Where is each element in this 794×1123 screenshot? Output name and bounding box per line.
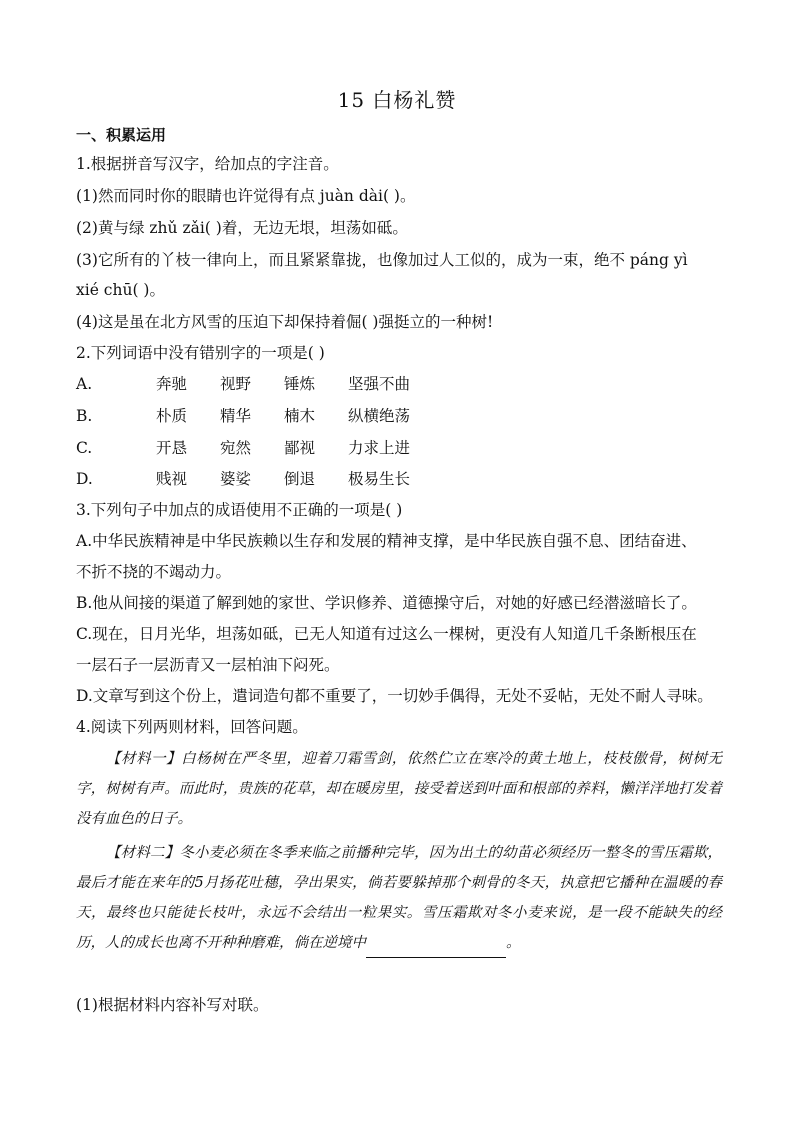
section-heading: 一、积累运用 [76, 126, 167, 144]
q3-option-c-cont: 一层石子一层沥青又一层柏油下闷死。 [76, 656, 340, 674]
q1-item-3-cont: xié chū( )。 [76, 281, 165, 299]
q3-option-b: B.他从间接的渠道了解到她的家世、学识修养、道德操守后，对她的好感已经潜滋暗长了。 [76, 594, 697, 612]
page-title: 15 白杨礼赞 [337, 88, 457, 112]
answer-blank[interactable] [366, 941, 506, 958]
q4-sub-question-1: (1)根据材料内容补写对联。 [76, 996, 269, 1014]
q1-item-4: (4)这是虽在北方风雪的压迫下却保持着倔( )强挺立的一种树! [76, 313, 494, 331]
q1-item-2: (2)黄与绿 zhǔ zǎi( )着，无边无垠，坦荡如砥。 [76, 219, 408, 237]
q1-item-3: (3)它所有的丫枝一律向上，而且紧紧靠拢，也像加过人工似的，成为一束，绝不 páng yì [76, 251, 688, 269]
q3-option-a: A.中华民族精神是中华民族赖以生存和发展的精神支撑，是中华民族自强不息、团结奋进、 [76, 532, 697, 550]
q1-item-1: (1)然而同时你的眼睛也许觉得有点 juàn dài( )。 [76, 187, 416, 205]
q3-stem: 3.下列句子中加点的成语使用不正确的一项是( ) [76, 501, 403, 519]
q4-stem: 4.阅读下列两则材料，回答问题。 [76, 718, 308, 736]
q3-option-a-cont: 不折不挠的不竭动力。 [76, 563, 232, 581]
q1-stem: 1.根据拼音写汉字，给加点的字注音。 [76, 155, 339, 173]
q3-option-c: C.现在，日月光华，坦荡如砥，已无人知道有过这么一棵树，更没有人知道几千条断根压在 [76, 625, 697, 643]
q2-option-a: A. 奔驰 视野 锤炼 坚强不曲 [76, 375, 411, 393]
material-two: 【材料二】冬小麦必须在冬季来临之前播种完毕，因为出土的幼苗必须经历一整冬的雪压霜欺，最后才能在来年的5月扬花吐穗，孕出果实，倘若要躲掉那个刺骨的冬天，执意把它播种在温暖的春天，最终也只能徒长枝叶，永远不会结出一粒果实。雪压霜欺对冬小麦来说，是一段不能缺失的经历，人的成长也离不开种种磨难，倘在逆境中 。 [76, 838, 722, 958]
q2-option-c: C. 开恳 宛然 鄙视 力求上进 [76, 439, 411, 457]
material-one: 【材料一】白杨树在严冬里，迎着刀霜雪剑，依然伫立在寒冷的黄土地上，枝枝傲骨，树树无字，树树有声。而此时，贵族的花草，却在暖房里，接受着送到叶面和根部的养料，懒洋洋地打发着没有血色的日子。 [76, 751, 722, 827]
q2-option-d: D. 贱视 婆娑 倒退 极易生长 [76, 470, 411, 488]
q3-option-d: D.文章写到这个份上，遣词造句都不重要了，一切妙手偶得，无处不妥帖，无处不耐人寻味。 [76, 687, 713, 705]
q2-option-b: B. 朴质 精华 楠木 纵横绝荡 [76, 407, 411, 425]
q2-stem: 2.下列词语中没有错别字的一项是( ) [76, 344, 325, 362]
